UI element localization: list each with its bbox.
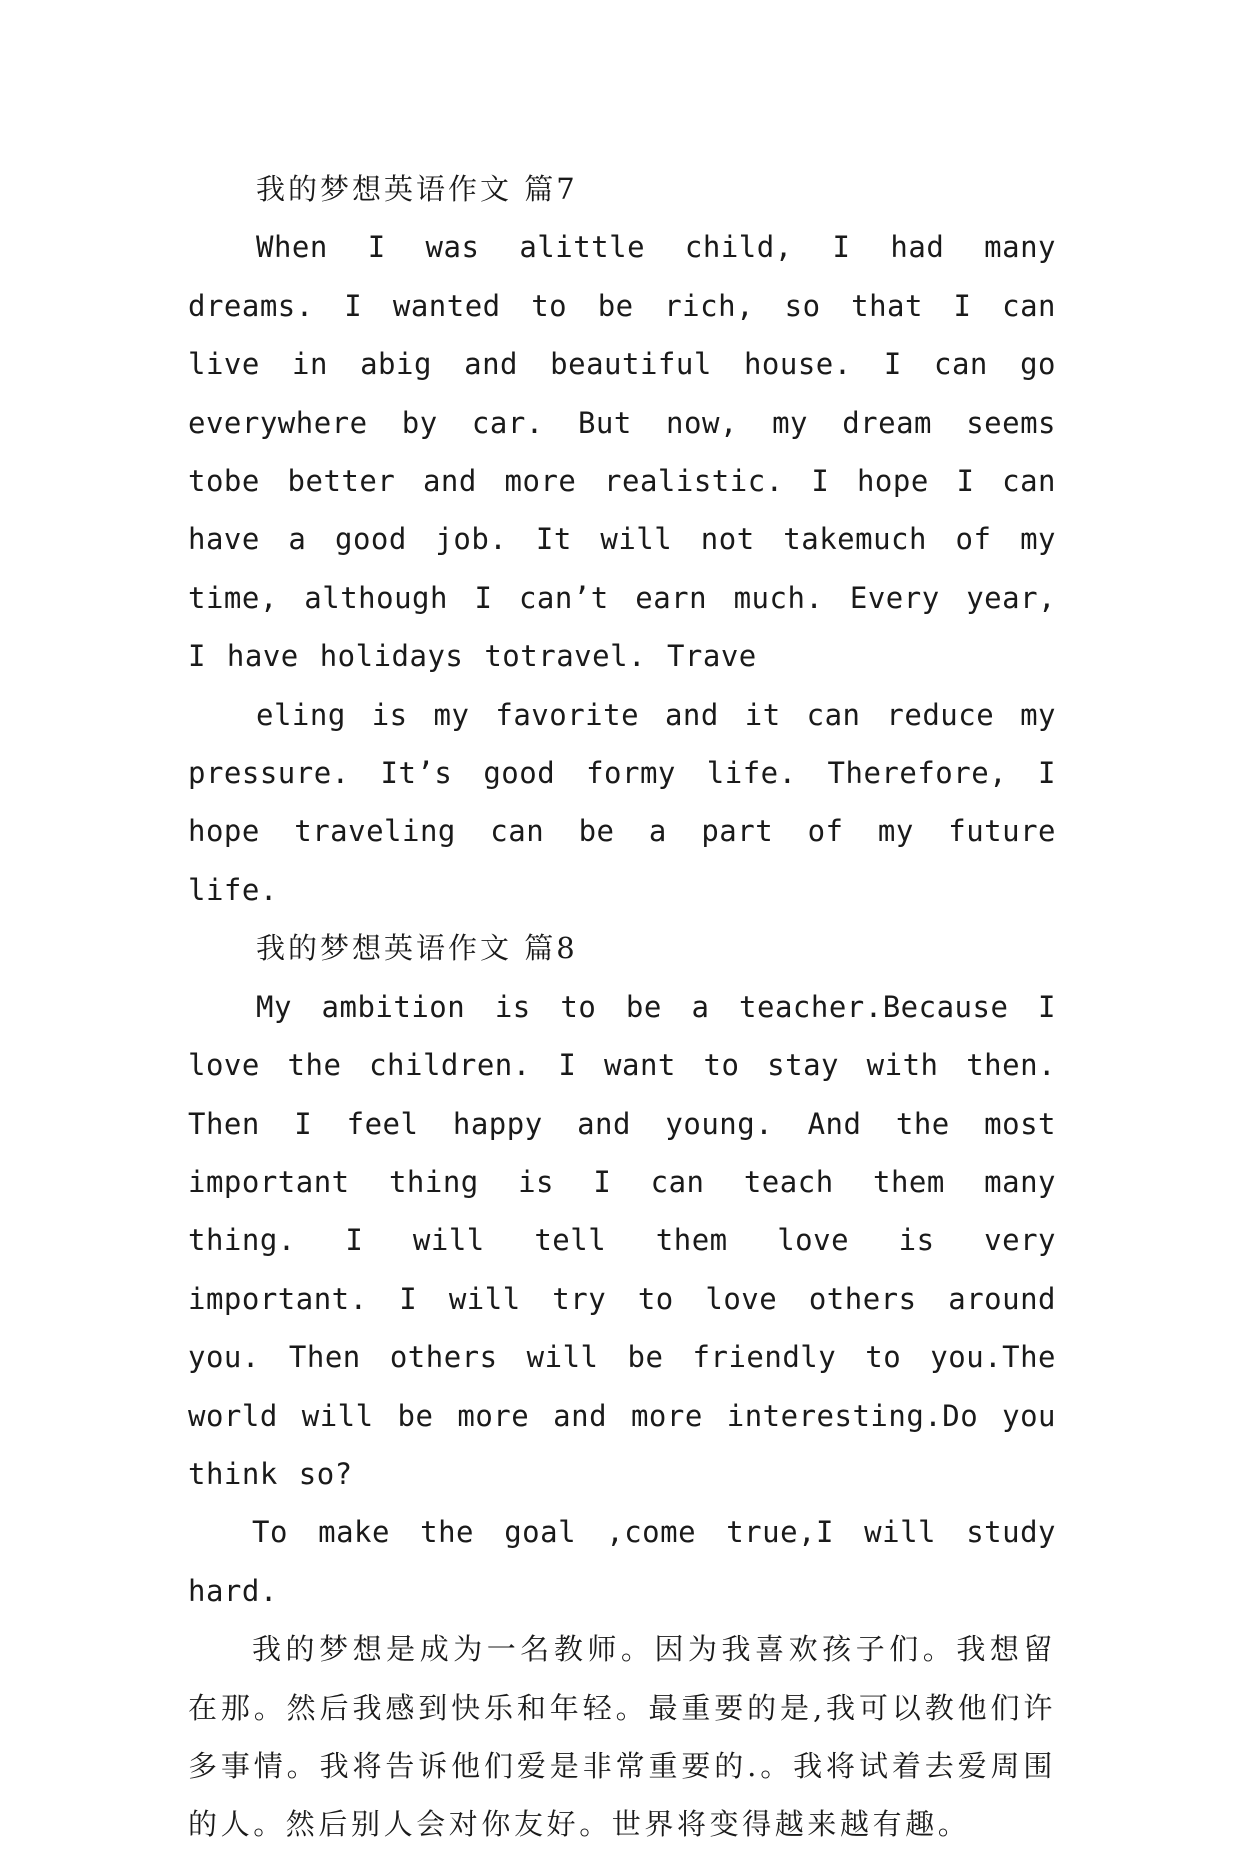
document-body: [188, 160, 1056, 1854]
essay-8-paragraph-1: My ambition is to be a teacher.Because I love the children. I want to stay with then. Then I feel happy and young. And the most important thing is I can teach them many thing. I will tell them love is very important. I will try to love others around you. Then others will be friendly to you.The world will be more and more interesting.Do you think so?: [188, 989, 1056, 1491]
essay-7-paragraph-1: When I was alittle child, I had many dreams. I wanted to be rich, so that I can live in abig and beautiful house. I can go everywhere by car. But now, my dream seems tobe better and more realistic. I hope I can have a good job. It will not takemuch of my time, although I can’t earn much. Every year, I have holidays totravel. Trave: [188, 230, 1056, 674]
essay-heading-8: 我的梦想英语作文 篇8: [256, 931, 578, 966]
essay-heading-7: 我的梦想英语作文 篇7: [256, 172, 578, 206]
essay-8-chinese-translation: 我的梦想是成为一名教师。因为我喜欢孩子们。我想留在那。然后我感到快乐和年轻。最重要的是,我可以教他们许多事情。我将告诉他们爱是非常重要的.。我将试着去爱周围的人。然后别人会对你友好。世界将变得越来越有趣。: [188, 1632, 1056, 1842]
essay-7-paragraph-2: eling is my favorite and it can reduce my pressure. It’s good formy life. Therefore, I hope traveling can be a part of my future life.: [188, 697, 1056, 907]
essay-8-paragraph-2: To make the goal ,come true,I will study hard.: [188, 1515, 1056, 1608]
